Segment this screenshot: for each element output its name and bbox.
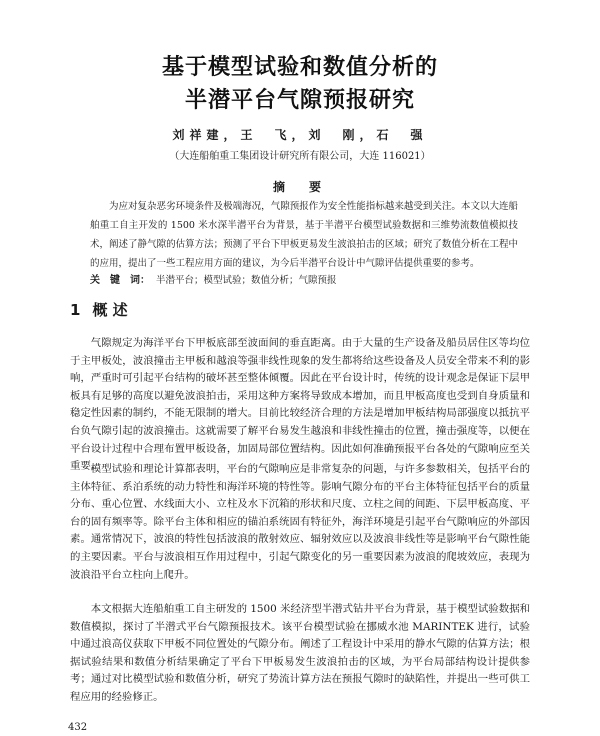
page-number: 432 [68,722,88,733]
paragraph-2: 模型试验和理论计算都表明，平台的气隙响应是非常复杂的问题，与许多参数相关，包括平台的主体特征、系泊系统的动力特性和海洋环境的特性等。影响气隙分布的平台主体特征包括平台的质量分布、重心位置、水线面大小、立柱及水下沉箱的形状和尺度、立柱之间的间距、下层甲板高度、平台的固有频率等。除平台主体和相应的锚泊系统固有特征外，海洋环境是引起平台气隙响应的外部因素。通常情况下，波浪的特性包括波浪的散射效应、辐射效应以及波浪非线性等是影响平台气隙性能的主要因素。平台与波浪相互作用过程中，引起气隙变化的另一重要因素为波浪的爬坡效应，表现为波浪沿平台立柱向上爬升。 [70,463,530,581]
abstract-heading: 摘 要 [272,180,327,194]
section-title: 概 述 [92,301,128,319]
title-line-2: 半潜平台气隙预报研究 [184,88,415,113]
keywords-text: 半潜平台；模型试验；数值分析；气隙预报 [156,275,337,286]
paragraph-3: 本文根据大连船舶重工自主研发的 1500 米经济型半潜式钻井平台为背景，基于模型试验数据和数值模拟，探讨了半潜式平台气隙预报技术。该平台模型试验在挪威水池 MARINTEK 进行，试验中通过浪高仪获取下甲板不同位置处的气隙分布。阐述了工程设计中采用的静水气隙的估算方法；根据试验结果和数值分析结果确定了平台下甲板易发生波浪拍击的区域，为平台局部结构设计提供参考；通过对比模型试验和数值分析，研究了势流计算方法在预报气隙时的缺陷性，并提出一些可供工程应用的经验修正。 [70,603,530,703]
authors: 刘祥建，王 飞，刘 刚，石 强 [172,128,428,142]
abstract-text: 为应对复杂恶劣环境条件及极端海况，气隙预报作为安全性能指标越来越受到关注。本文以大连船舶重工自主开发的 1500 米水深半潜平台为背景，基于半潜平台模型试验数据和三维势流数值模拟技术，阐述了静气隙的估算方法；预测了平台下甲板更易发生波浪拍击的区域；研究了数值分析在工程中的应用，提出了一些工程应用方面的建议，为今后半潜平台设计中气隙评估提供重要的参考。 [90,201,518,269]
keywords-line [90,271,518,286]
paragraph-1: 气隙规定为海洋平台下甲板底部至波面间的垂直距离。由于大量的生产设备及船员居住区等均位于主甲板处，波浪撞击主甲板和越浪等强非线性现象的发生都将给这些设备及人员安全带来不利的影响，严重时可引起平台结构的破坏甚至整体倾覆。因此在平台设计时，传统的设计观念是保证下层甲板具有足够的高度以避免波浪拍击，采用这种方案将导致成本增加，而且甲板高度也受到自身质量和稳定性因素的制约，不能无限制的增大。目前比较经济合理的方法是增加甲板结构局部强度以抵抗平台负气隙引起的波浪撞击。这就需要了解平台易发生越浪和非线性撞击的位置，撞击强度等，以便在平台设计过程中合理布置甲板设备，加固局部位置结构。因此如何准确预报平台各处的气隙响应至关重要。 [70,337,530,473]
keywords-label: 关 键 词： [90,275,150,286]
section-heading [70,299,128,320]
title-line-1: 基于模型试验和数值分析的 [161,55,438,80]
affiliation: （大连船舶重工集团设计研究所有限公司，大连 116021） [169,151,431,162]
section-number: 1 [70,301,81,319]
